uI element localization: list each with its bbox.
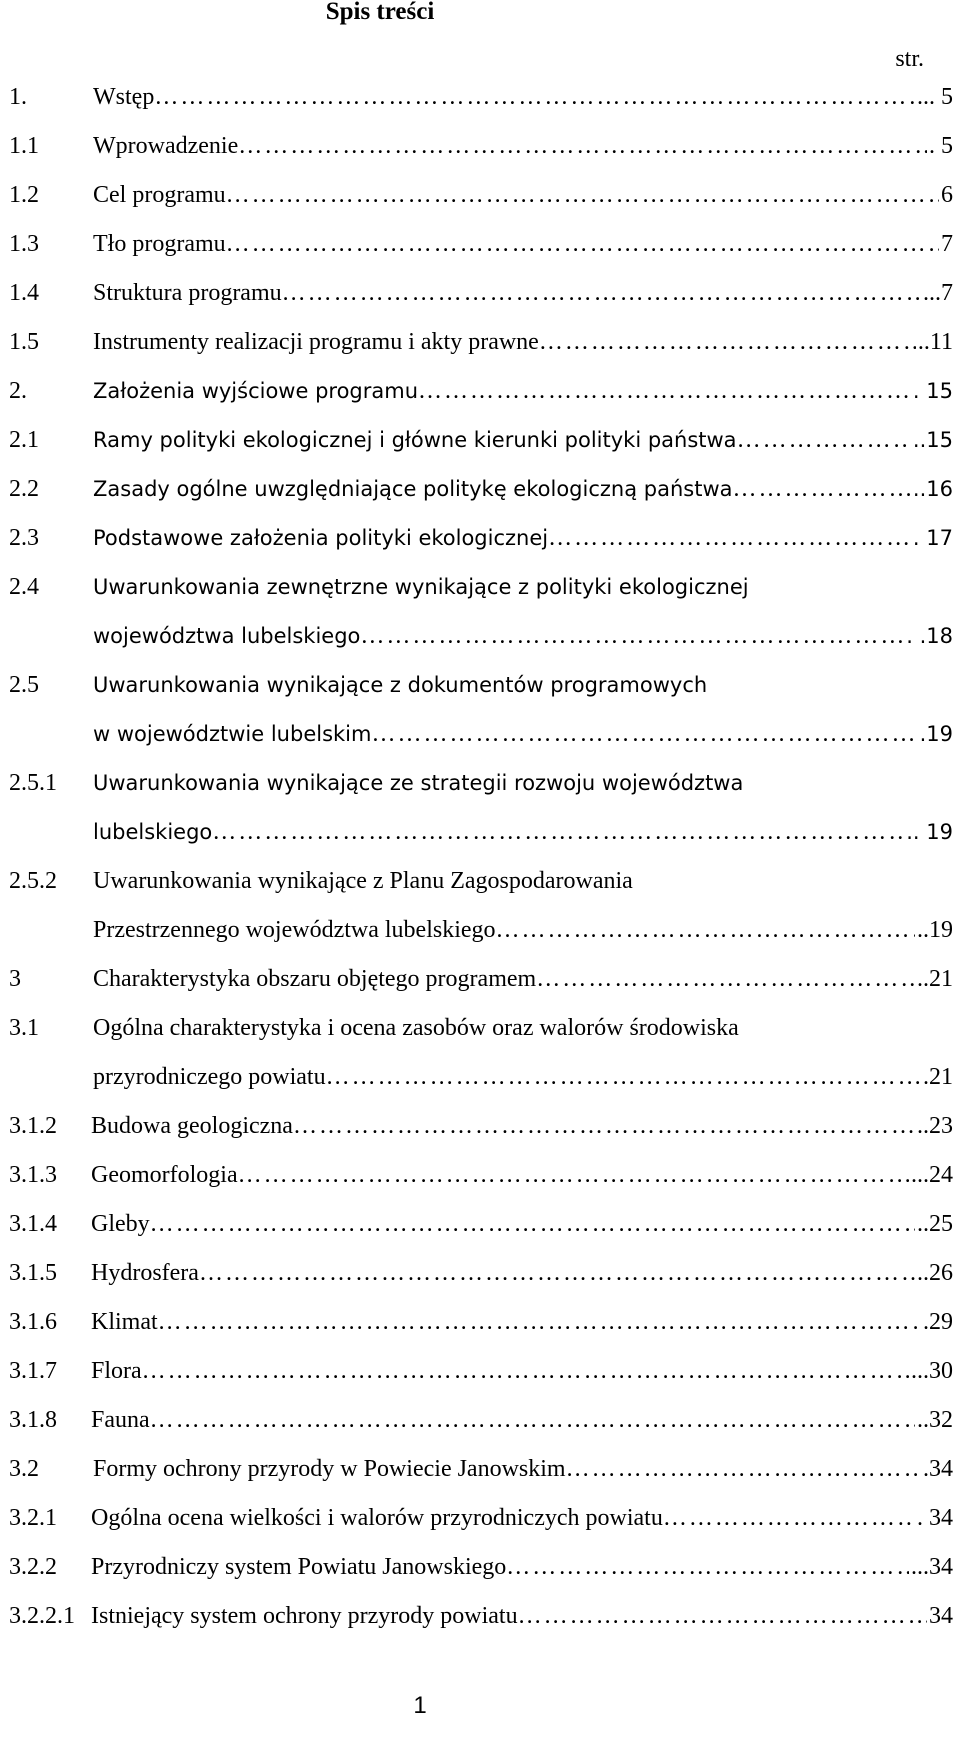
toc-entry-page: . .18 xyxy=(906,624,953,648)
dot-leader xyxy=(326,1062,921,1092)
toc-entry-page: ..26 xyxy=(917,1260,953,1286)
toc-entry-number: 2.5.1 xyxy=(9,770,57,796)
toc-entry-title: Struktura programu xyxy=(93,280,282,306)
toc-entry[interactable] xyxy=(9,1503,953,1552)
toc-entry[interactable] xyxy=(9,1454,953,1503)
dot-leader xyxy=(360,621,904,651)
dot-leader xyxy=(496,915,915,945)
toc-entry[interactable] xyxy=(9,474,953,523)
toc-entry[interactable] xyxy=(9,1013,953,1111)
page-title: Spis treści xyxy=(325,0,435,25)
toc-entry-page: ..21 xyxy=(917,966,953,992)
toc-entry-title: Zasady ogólne uwzględniające politykę ekologiczną państwa xyxy=(93,477,733,501)
toc-entry-number: 3.1.5 xyxy=(9,1260,57,1286)
toc-entry-title: Założenia wyjściowe programu xyxy=(93,379,419,403)
dot-leader xyxy=(142,1356,909,1386)
dot-leader xyxy=(566,1454,921,1484)
toc-entry-page: ..25 xyxy=(917,1211,953,1237)
toc-entry-page: 34 xyxy=(929,1603,953,1629)
toc-entry[interactable] xyxy=(9,82,953,131)
toc-entry-number: 3.1.4 xyxy=(9,1211,57,1237)
toc-entry[interactable] xyxy=(9,1111,953,1160)
toc-entry[interactable] xyxy=(9,1552,953,1601)
toc-entry[interactable] xyxy=(9,1601,953,1650)
dot-leader xyxy=(418,376,911,406)
toc-entry-number: 3.2.2.1 xyxy=(9,1603,75,1629)
dot-leader xyxy=(150,1209,915,1239)
toc-entry-title: Budowa geologiczna xyxy=(91,1113,293,1139)
toc-entry-title: Istniejący system ochrony przyrody powiatu xyxy=(91,1603,518,1629)
dot-leader xyxy=(199,1258,915,1288)
toc-entry-page: ...24 xyxy=(911,1162,953,1188)
toc-entry-number: 1.5 xyxy=(9,329,39,355)
toc-entry[interactable] xyxy=(9,1356,953,1405)
toc-entry-number: 3.1.2 xyxy=(9,1113,57,1139)
toc-entry-number: 2. xyxy=(9,378,27,404)
toc-entry-page: ... 5 xyxy=(917,84,953,110)
toc-entry-page: ..19 xyxy=(917,917,953,943)
toc-entry-title: Podstawowe założenia polityki ekologicznej xyxy=(93,526,549,550)
toc-entry-page: 7 xyxy=(941,231,953,257)
toc-entry-title: Uwarunkowania wynikające z Planu Zagospodarowania xyxy=(93,868,633,894)
toc-entry-page: .29 xyxy=(923,1309,953,1335)
toc-entry-title: województwa lubelskiego xyxy=(93,624,361,648)
toc-entry-title: Uwarunkowania wynikające ze strategii rozwoju województwa xyxy=(93,771,744,795)
toc-entry[interactable] xyxy=(9,1258,953,1307)
dot-leader xyxy=(238,131,927,161)
toc-entry[interactable] xyxy=(9,964,953,1013)
toc-entry-page: . 5 xyxy=(929,133,953,159)
toc-entry-page: ..32 xyxy=(917,1407,953,1433)
footer-page-number: 1 xyxy=(413,1692,427,1719)
toc-entry-page: .19 xyxy=(919,722,953,746)
toc-entry-title: przyrodniczego powiatu xyxy=(93,1064,326,1090)
toc-entry[interactable] xyxy=(9,866,953,964)
toc-entry-number: 1.4 xyxy=(9,280,39,306)
dot-leader xyxy=(663,1503,915,1533)
toc-entry-number: 1.2 xyxy=(9,182,39,208)
toc-entry[interactable] xyxy=(9,1307,953,1356)
toc-entry-number: 3.1.7 xyxy=(9,1358,57,1384)
toc-entry-title: Tło programu xyxy=(93,231,226,257)
toc-entry[interactable] xyxy=(9,425,953,474)
toc-entry-number: 3.1.8 xyxy=(9,1407,57,1433)
toc-entry[interactable] xyxy=(9,278,953,327)
dot-leader xyxy=(548,523,911,553)
toc-entry-page: . 34 xyxy=(917,1505,953,1531)
dot-leader xyxy=(154,82,915,112)
toc-entry-number: 2.2 xyxy=(9,476,39,502)
toc-entry-number: 1. xyxy=(9,84,27,110)
toc-entry-page: ..15 xyxy=(912,428,953,452)
toc-entry-page: ..16 xyxy=(912,477,953,501)
dot-leader xyxy=(226,229,939,259)
toc-entry-page: ...34 xyxy=(911,1554,953,1580)
toc-entry[interactable] xyxy=(9,572,953,670)
toc-entry-page: ..11 xyxy=(917,329,953,355)
toc-entry-title: Wstęp xyxy=(93,84,155,110)
toc-entry-page: . 17 xyxy=(912,526,953,550)
toc-entry-number: 3.2 xyxy=(9,1456,39,1482)
toc-entry[interactable] xyxy=(9,1209,953,1258)
dot-leader xyxy=(212,817,904,847)
toc-entry[interactable] xyxy=(9,229,953,278)
toc-entry-page: .34 xyxy=(923,1456,953,1482)
toc-entry-title: Fauna xyxy=(91,1407,150,1433)
dot-leader xyxy=(293,1111,915,1141)
toc-entry[interactable] xyxy=(9,376,953,425)
toc-entry[interactable] xyxy=(9,180,953,229)
toc-entry-number: 2.3 xyxy=(9,525,39,551)
toc-entry-number: 3.1.6 xyxy=(9,1309,57,1335)
dot-leader xyxy=(150,1405,915,1435)
toc-entry-title: Ogólna charakterystyka i ocena zasobów oraz walorów środowiska xyxy=(93,1015,739,1041)
toc-entry-number: 3.2.2 xyxy=(9,1554,57,1580)
dot-leader xyxy=(371,719,917,749)
toc-entry-title: Instrumenty realizacji programu i akty prawne xyxy=(93,329,539,355)
toc-entry-number: 3.2.1 xyxy=(9,1505,57,1531)
toc-entry-title: lubelskiego xyxy=(93,820,213,844)
toc-entry-number: 1.3 xyxy=(9,231,39,257)
toc-entry-title: Flora xyxy=(91,1358,142,1384)
toc-entry-title: w województwie lubelskim xyxy=(93,722,372,746)
toc-entry-number: 3.1 xyxy=(9,1015,39,1041)
toc-entry-page: ...30 xyxy=(911,1358,953,1384)
page-column-header: str. xyxy=(895,46,924,72)
toc-entry[interactable] xyxy=(9,131,953,180)
toc-entry-page: .. 19 xyxy=(906,820,953,844)
toc-entry-title: Gleby xyxy=(91,1211,150,1237)
dot-leader xyxy=(238,1160,909,1190)
toc-entry[interactable] xyxy=(9,327,953,376)
dot-leader xyxy=(737,425,911,455)
toc-entry-title: Przestrzennego województwa lubelskiego xyxy=(93,917,496,943)
toc-entry-title: Charakterystyka obszaru objętego programem xyxy=(93,966,537,992)
toc-entry[interactable] xyxy=(9,670,953,768)
toc-entry[interactable] xyxy=(9,1405,953,1454)
toc-entry-page: .21 xyxy=(923,1064,953,1090)
dot-leader xyxy=(282,278,921,308)
toc-entry[interactable] xyxy=(9,1160,953,1209)
dot-leader xyxy=(536,964,915,994)
toc-entry-number: 1.1 xyxy=(9,133,39,159)
toc-entry-title: Uwarunkowania wynikające z dokumentów programowych xyxy=(93,673,708,697)
toc-entry-number: 2.5.2 xyxy=(9,868,57,894)
dot-leader xyxy=(733,474,911,504)
toc-entry-title: Ramy polityki ekologicznej i główne kierunki polityki państwa xyxy=(93,428,737,452)
toc-entry-page: ..23 xyxy=(917,1113,953,1139)
dot-leader xyxy=(158,1307,921,1337)
toc-entry-title: Hydrosfera xyxy=(91,1260,199,1286)
toc-entry-title: Przyrodniczy system Powiatu Janowskiego xyxy=(91,1554,507,1580)
toc-entry-page: ...7 xyxy=(923,280,953,306)
dot-leader xyxy=(539,327,916,357)
toc-entry-title: Uwarunkowania zewnętrzne wynikające z polityki ekologicznej xyxy=(93,575,749,599)
dot-leader xyxy=(518,1601,927,1631)
toc-entry-number: 2.4 xyxy=(9,574,39,600)
toc-entry-title: Wprowadzenie xyxy=(93,133,239,159)
toc-entry-title: Formy ochrony przyrody w Powiecie Janowskim xyxy=(93,1456,566,1482)
dot-leader xyxy=(226,180,939,210)
toc-entry-title: Klimat xyxy=(91,1309,158,1335)
toc-entry-number: 3 xyxy=(9,966,21,992)
dot-leader xyxy=(506,1552,909,1582)
toc-entry-page: . 15 xyxy=(912,379,953,403)
toc-entry-page: 6 xyxy=(941,182,953,208)
toc-entry-number: 2.5 xyxy=(9,672,39,698)
toc-entry-title: Ogólna ocena wielkości i walorów przyrodniczych powiatu xyxy=(91,1505,663,1531)
toc-entry-number: 2.1 xyxy=(9,427,39,453)
toc-entry-number: 3.1.3 xyxy=(9,1162,57,1188)
toc-entry[interactable] xyxy=(9,523,953,572)
toc-entry[interactable] xyxy=(9,768,953,866)
toc-entry-title: Geomorfologia xyxy=(91,1162,238,1188)
toc-entry-title: Cel programu xyxy=(93,182,226,208)
